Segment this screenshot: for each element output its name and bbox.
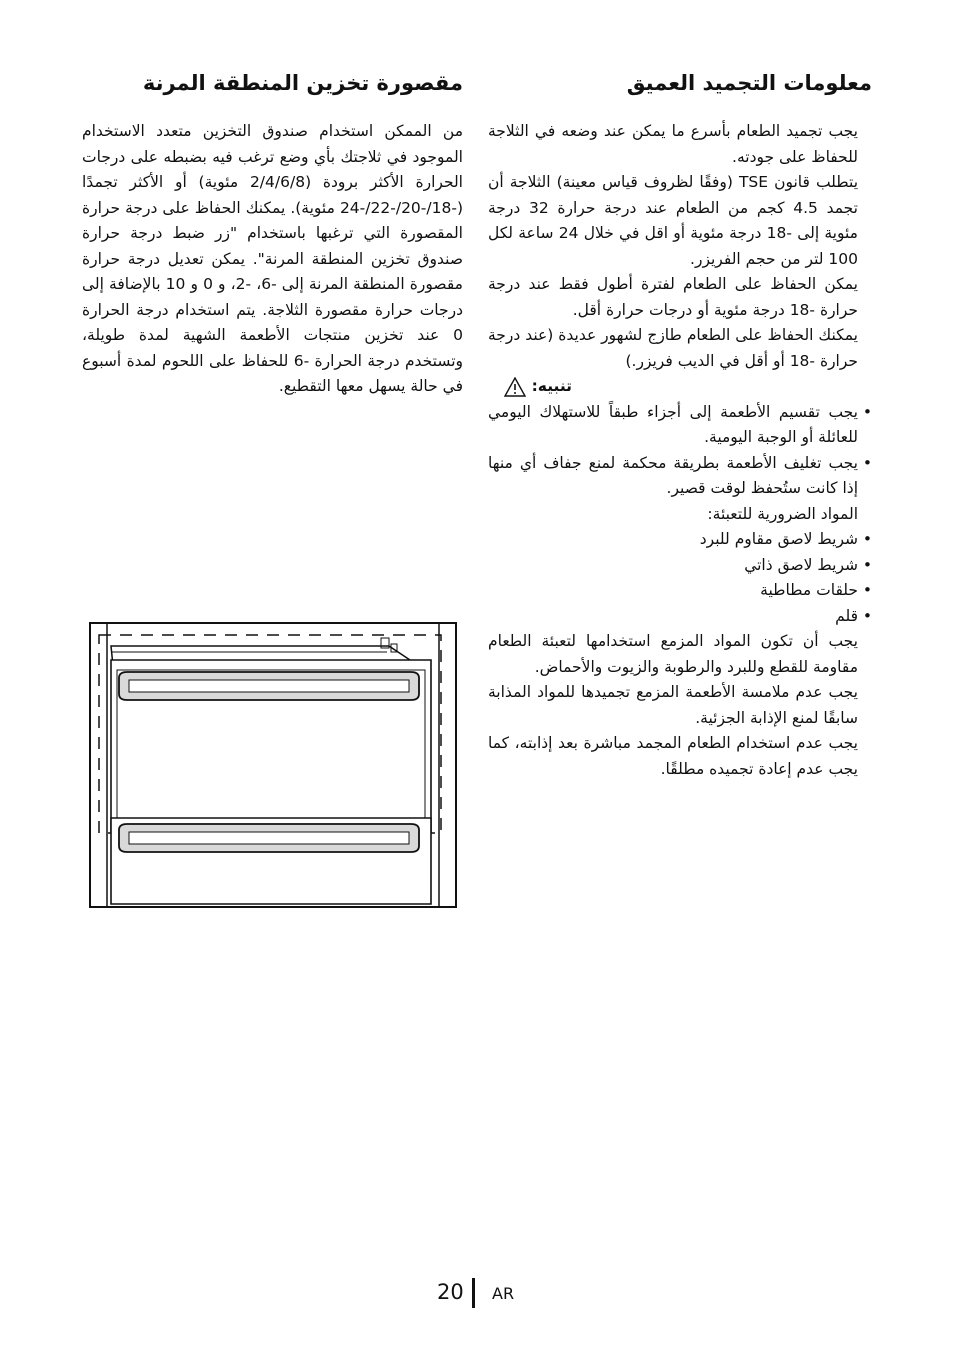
- flexi-zone-drawer-illustration: [89, 622, 457, 908]
- note-header: [488, 374, 872, 400]
- freezing-para-2: يتطلب قانون TSE (وفقًا لظروف قياس معينة) الثلاجة أن تجمد 4.5 كجم من الطعام عند درجة حرارة 32 درجة مئوية إلى -18 درجة مئوية أو اقل في خلال 24 ساعة لكل 100 لتر من حجم الفريزر.: [488, 173, 859, 268]
- freezing-info-column: [488, 70, 872, 782]
- warning-triangle-icon: [504, 377, 526, 397]
- packaging-para-3: يجب عدم استخدام الطعام المجمد مباشرة بعد إذابته، كما يجب عدم إعادة تجميده مطلقًا.: [488, 734, 858, 778]
- freezing-para-3: يمكن الحفاظ على الطعام لفترة أطول فقط عند درجة حرارة -18 درجة مئوية أو درجات حرارة أقل.: [488, 275, 858, 319]
- note-bullet-1: • يجب تقسيم الأطعمة إلى أجزاء طبقاً للاستهلاك اليومي للعائلة أو الوجبة اليومية.: [488, 400, 872, 451]
- freezing-para-1: يجب تجميد الطعام بأسرع ما يمكن عند وضعه في الثلاجة للحفاظ على جودته.: [488, 122, 858, 166]
- packaging-para-2: يجب عدم ملامسة الأطعمة المزمع تجميدها للمواد المذابة سابقًا لمنع الإذابة الجزئية.: [488, 683, 858, 727]
- packaging-item: • شريط لاصق ذاتي: [488, 553, 872, 579]
- freezing-info-heading: معلومات التجميد العميق: [626, 71, 872, 95]
- language-code: AR: [492, 1284, 515, 1303]
- packaging-item: • شريط لاصق مقاوم للبرد: [488, 527, 872, 553]
- packaging-intro: المواد الضرورية للتعبئة:: [707, 504, 858, 523]
- note-bullet-2: • يجب تغليف الأطعمة بطريقة محكمة لمنع جفاف أي منها إذا كانت ستُحفظ لوقت قصير.: [488, 451, 872, 502]
- note-label: تنبيه:: [531, 377, 572, 396]
- flexi-zone-body: من الممكن استخدام صندوق التخزين متعدد الاستخدام الموجود في ثلاجتك بأي وضع ترغب فيه بضبطه على درجات الحرارة الأكثر برودة (2/4/6/8 مئوية) أو الأكثر تجمدًا (-18/-20/-22/-24 مئوية). يمكنك الحفاظ على درجة حرارة المقصورة التي ترغبها باستخدام "زر ضبط درجة حرارة صندوق تخزين المنطقة المرنة". يمكن تعديل درجة حرارة مقصورة المنطقة المرنة إلى -6، -2، و 0 و 10 بالإضافة إلى درجات حرارة مقصورة الثلاجة. يتم استخدام درجة الحرارة 0 عند تخزين منتجات الأطعمة الشهية لمدة طويلة، وتستخدم درجة الحرارة -6 للحفاظ على اللحوم لمدة أسبوع في حالة يسهل معها التقطيع.: [82, 122, 463, 396]
- page-number: 20: [437, 1280, 464, 1304]
- packaging-item: • حلقات مطاطية: [488, 578, 872, 604]
- freezing-para-4: يمكنك الحفاظ على الطعام طازج لشهور عديدة (عند درجة حرارة -18 أو أقل في الديب فريزر.): [488, 326, 858, 370]
- page-footer: [0, 1278, 954, 1308]
- packaging-para-1: يجب أن تكون المواد المزمع استخدامها لتعبئة الطعام مقاومة للقطع وللبرد والرطوبة والزيوت والأحماض.: [488, 632, 858, 676]
- packaging-item: • قلم: [488, 604, 872, 630]
- flexi-zone-column: [82, 70, 463, 400]
- note-bullets: [488, 400, 872, 502]
- flexi-zone-heading: مقصورة تخزين المنطقة المرنة: [142, 71, 463, 95]
- footer-divider: [472, 1278, 475, 1308]
- packaging-list: [488, 527, 872, 629]
